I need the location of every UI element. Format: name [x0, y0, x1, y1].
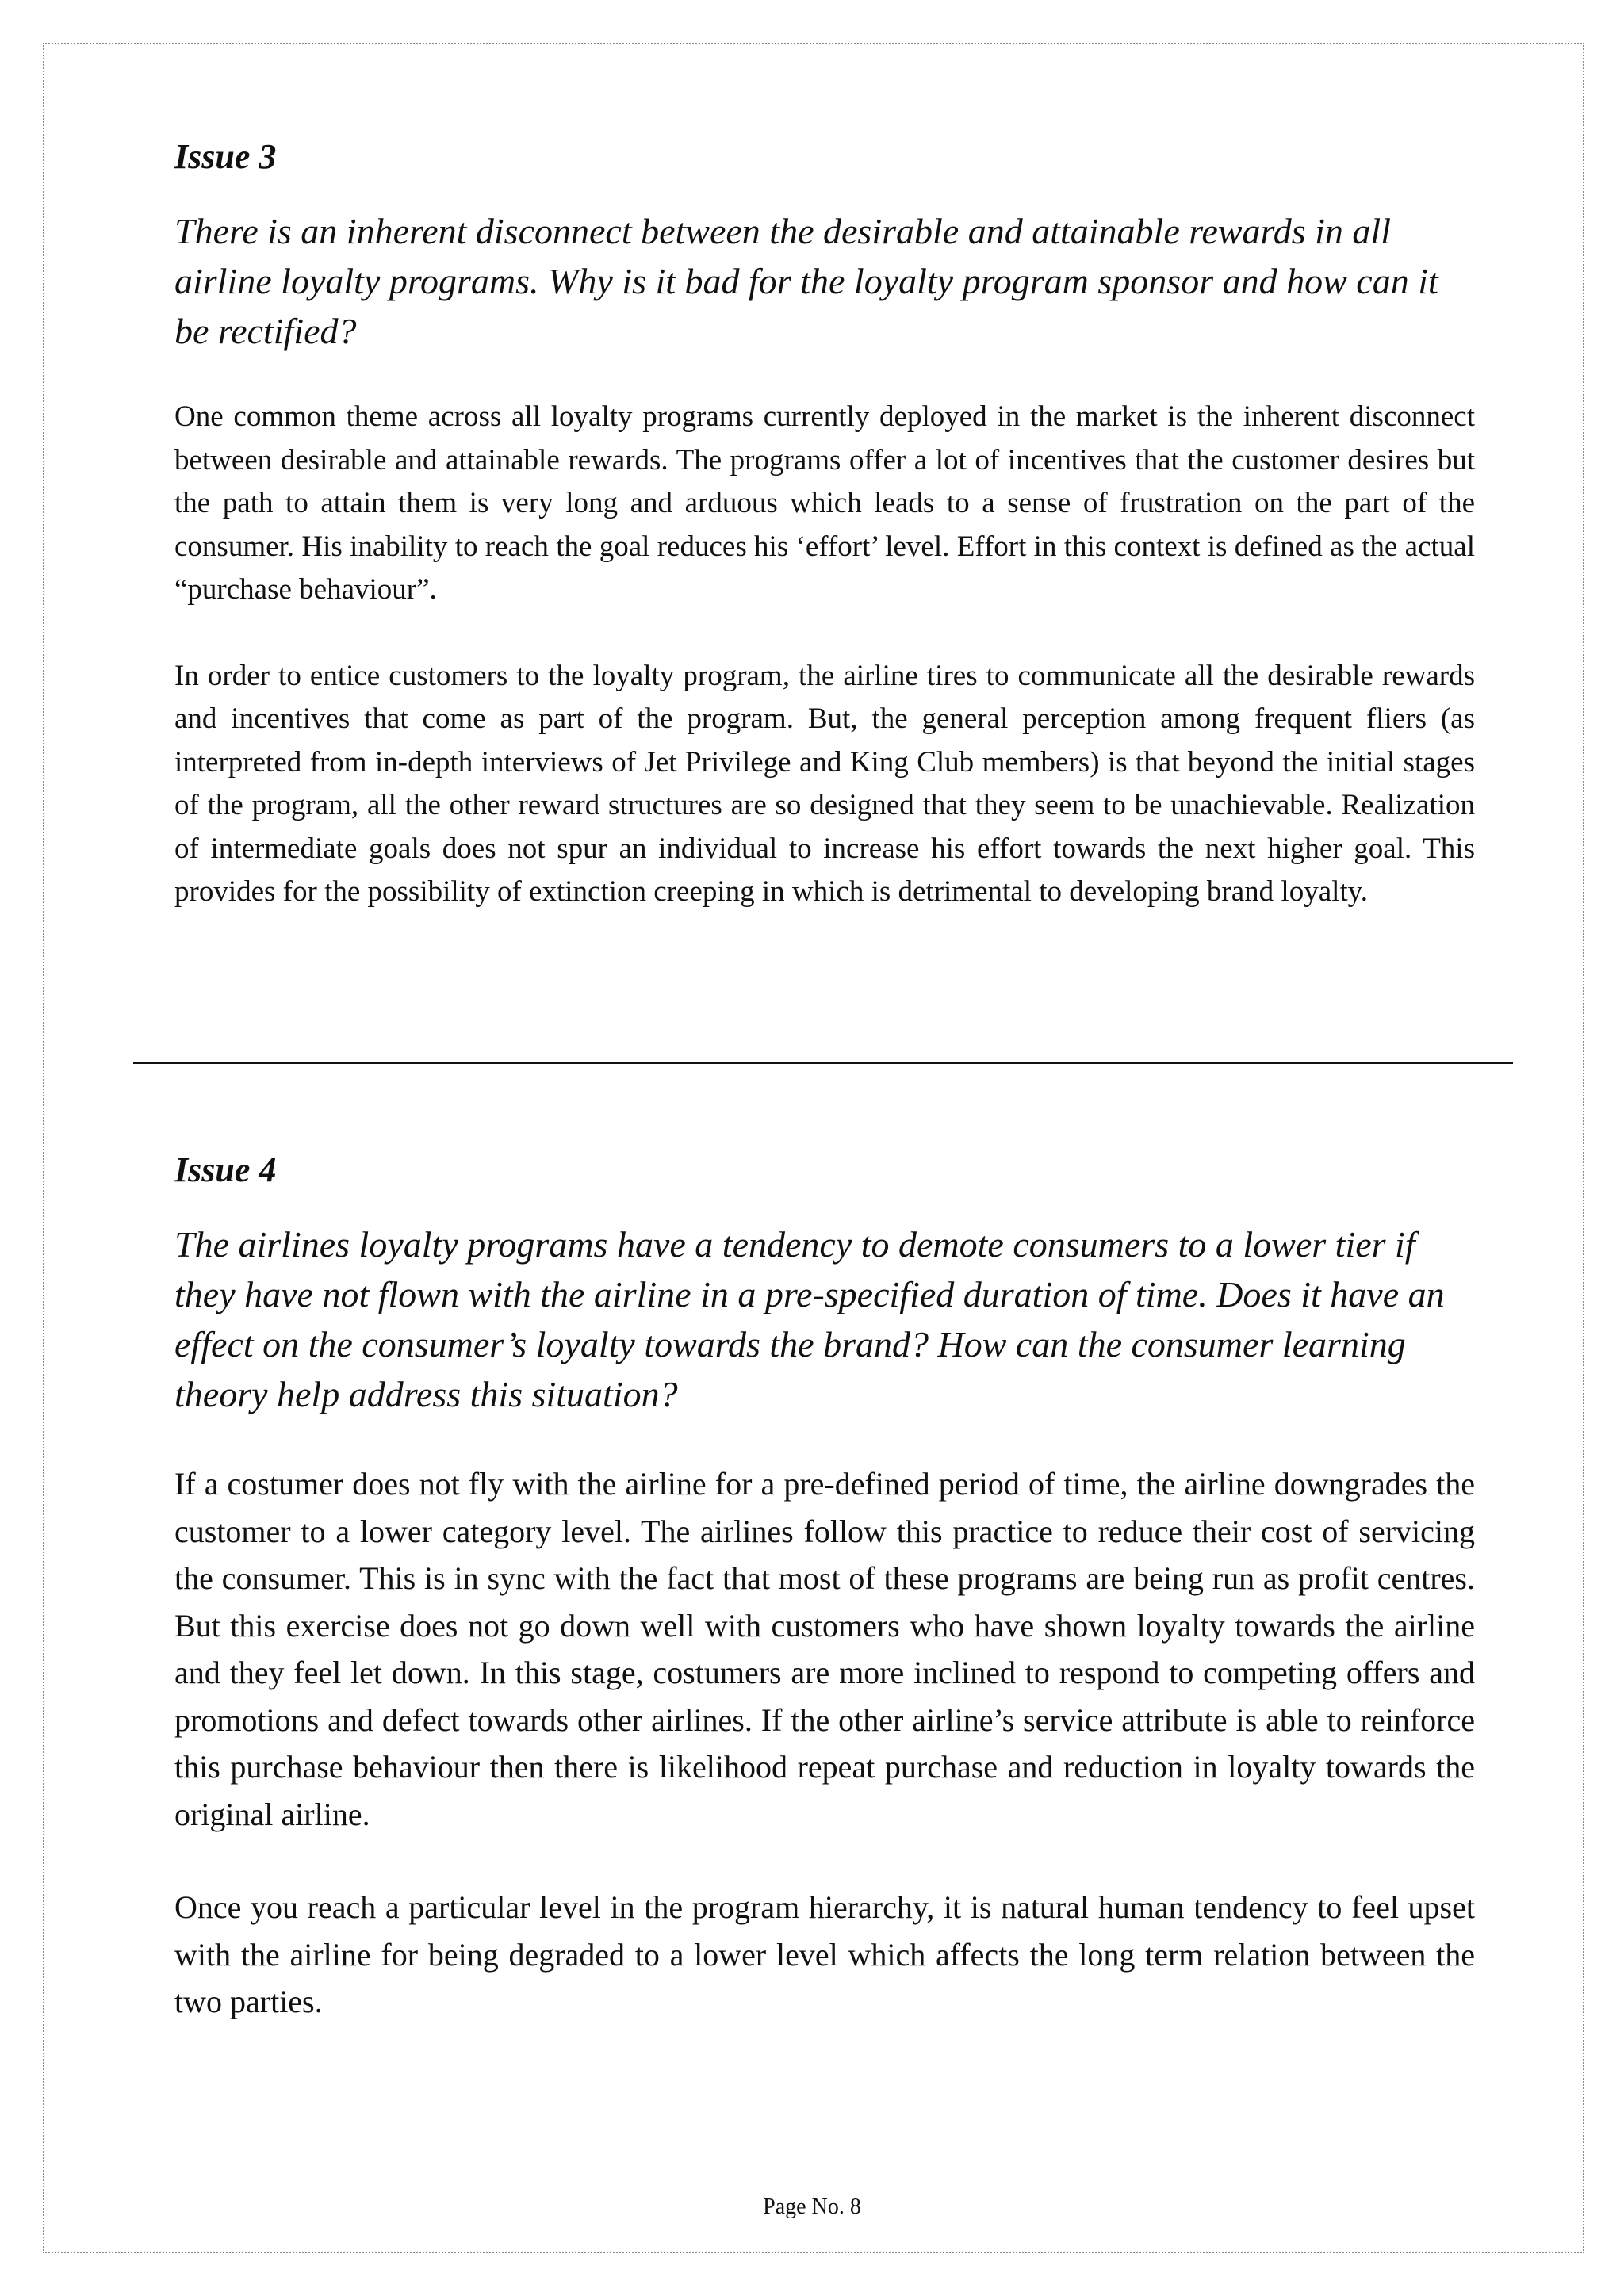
issue-3-heading: Issue 3	[174, 137, 277, 176]
issue-4-body	[174, 1460, 1475, 2026]
issue-3-body	[174, 396, 1475, 914]
issue-3-section	[174, 137, 1475, 914]
issue-3-paragraph-2: In order to entice customers to the loyalty program, the airline tires to communicate all the desirable rewards and incentives that come as part of the program. But, the general perception among frequent fliers (as interpreted from in-depth interviews of Jet Privilege and King Club members) is that beyond the initial stages of the program, all the other reward structures are so designed that they seem to be unachievable. Realization of intermediate goals does not spur an individual to increase his effort towards the next higher goal. This provides for the possibility of extinction creeping in which is detrimental to developing brand loyalty.	[174, 659, 1475, 908]
issue-4-paragraph-1: If a costumer does not fly with the airline for a pre-defined period of time, the airline downgrades the customer to a lower category level. The airlines follow this practice to reduce their cost of servicing the consumer. This is in sync with the fact that most of these programs are being run as profit centres. But this exercise does not go down well with customers who have shown loyalty towards the airline and they feel let down. In this stage, costumers are more inclined to respond to competing offers and promotions and defect towards other airlines. If the other airline’s service attribute is able to reinforce this purchase behaviour then there is likelihood repeat purchase and reduction in loyalty towards the original airline.	[174, 1466, 1475, 1832]
issue-4-question: The airlines loyalty programs have a tendency to demote consumers to a lower tier if they have not flown with the airline in a pre-specified duration of time. Does it have an effect on the consumer’s loyalty towards the brand? How can the consumer learning theory help address this situation?	[174, 1224, 1445, 1414]
section-divider	[133, 1062, 1513, 1064]
issue-4-section	[174, 1150, 1475, 2026]
issue-3-question: There is an inherent disconnect between the desirable and attainable rewards in all airline loyalty programs. Why is it bad for the loyalty program sponsor and how can it be rectified?	[174, 211, 1438, 351]
issue-4-heading: Issue 4	[174, 1150, 277, 1189]
page-number: Page No. 8	[763, 2195, 861, 2219]
issue-4-paragraph-2: Once you reach a particular level in the program hierarchy, it is natural human tendency to feel upset with the airline for being degraded to a lower level which affects the long term relation between the two parties.	[174, 1889, 1475, 2019]
issue-3-paragraph-1: One common theme across all loyalty programs currently deployed in the market is the inherent disconnect between desirable and attainable rewards. The programs offer a lot of incentives that the customer desires but the path to attain them is very long and arduous which leads to a sense of frustration on the part of the consumer. His inability to reach the goal reduces his ‘effort’ level. Effort in this context is defined as the actual “purchase behaviour”.	[174, 400, 1475, 606]
